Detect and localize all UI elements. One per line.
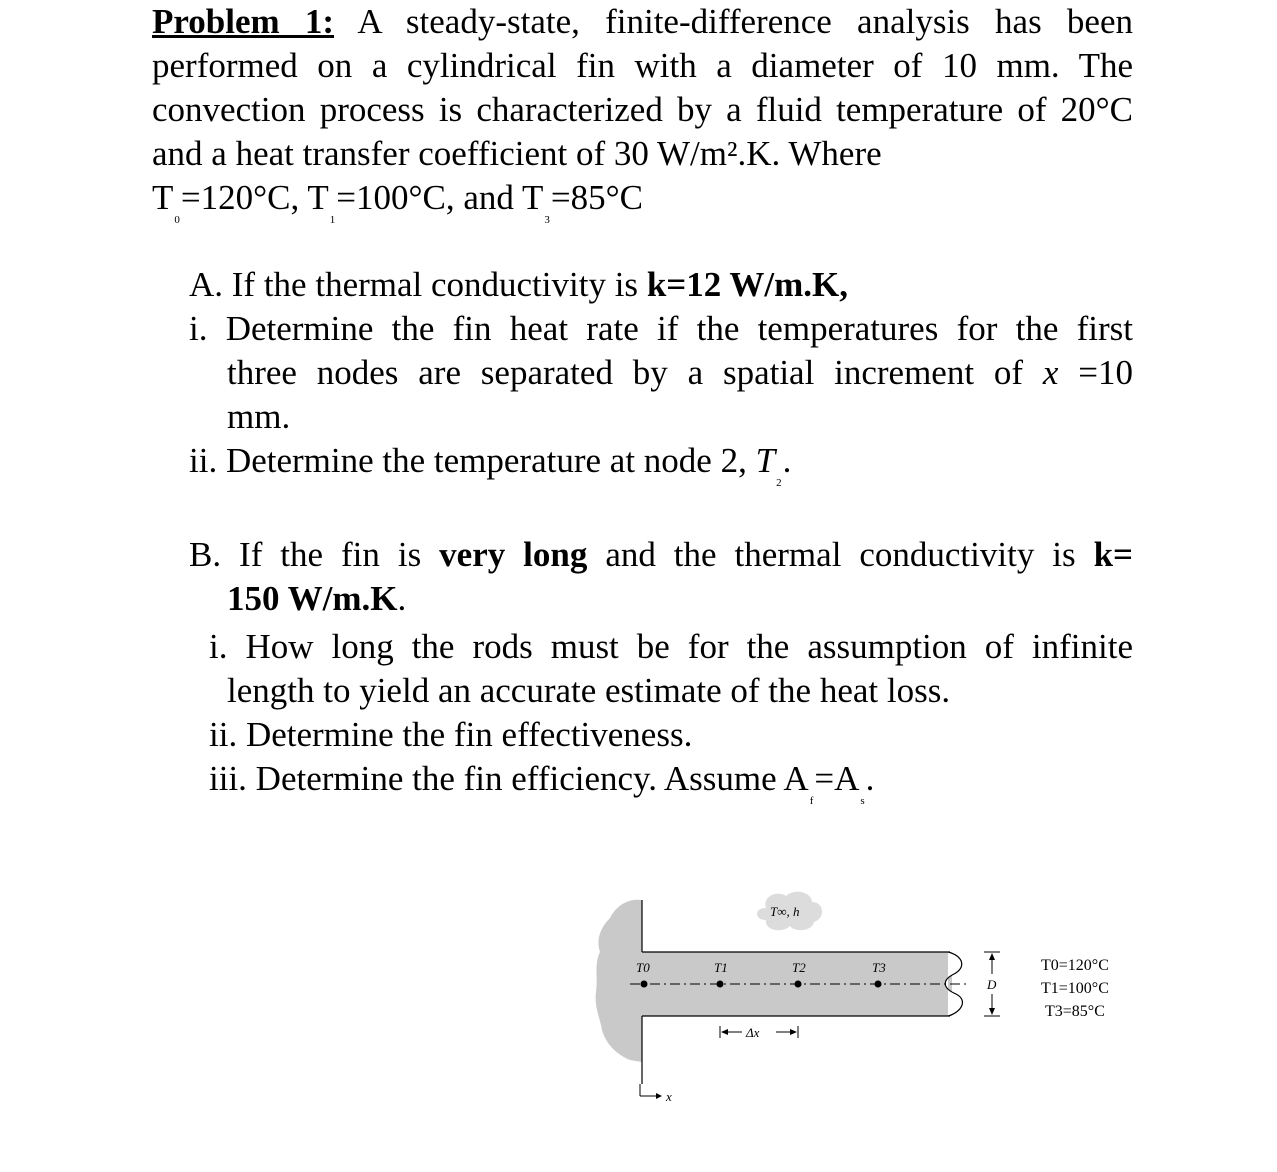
t0-subscript: 0: [174, 214, 180, 226]
d-arrowhead-top: [989, 953, 995, 960]
t3-value: =85°C: [550, 178, 643, 217]
legend-t3: T3=85°C: [1045, 1003, 1105, 1020]
part-a-item-ii: ii. Determine the temperature at node 2, $T_2$.: [189, 441, 792, 489]
t0-value: =120°C,: [180, 178, 300, 217]
node-3: [875, 981, 882, 988]
part-b-item-iii: iii. Determine the fin efficiency. Assume $A_f=A_s$.: [209, 759, 875, 807]
node-label-3: T3: [872, 960, 886, 975]
t1-symbol: T: [307, 178, 329, 217]
part-a: [189, 263, 1133, 491]
part-a-heading: A. If the thermal conductivity is k=12 W/m.K,: [189, 265, 848, 304]
legend-t0: T0=120°C: [1041, 957, 1109, 974]
problem-label: Problem 1:: [152, 2, 335, 41]
node-label-0: T0: [636, 960, 650, 975]
t3-symbol: T: [522, 178, 544, 217]
fin-diagram-svg: [590, 888, 1150, 1118]
node-1: [717, 981, 724, 988]
node-2: [795, 981, 802, 988]
dx-arrowhead-right: [790, 1029, 797, 1035]
increment-variable: x: [1042, 353, 1059, 392]
problem-statement: [152, 0, 1133, 228]
dx-label: Δx: [746, 1025, 760, 1040]
part-a-item-i-line1: i. Determine the fin heat rate if the temperatures for the first: [189, 309, 1133, 348]
problem-intro-text: A steady-state, finite-difference analysis has been performed on a cylindrical fin with a diameter of 10 mm. The convection process is characterized by a fluid temperature of 20°C and a heat transfer coefficient of 30 W/m².K. Where: [152, 2, 1133, 173]
node-label-1: T1: [714, 960, 728, 975]
part-b: [189, 533, 1133, 809]
part-b-heading-line1: B. If the fin is very long and the thermal conductivity is k=: [189, 535, 1134, 574]
part-a-item-i-line3: mm.: [227, 397, 291, 436]
t0-symbol: T: [152, 178, 174, 217]
base-wall: [596, 900, 642, 1062]
node-0: [641, 981, 648, 988]
part-b-item-ii: ii. Determine the fin effectiveness.: [209, 715, 693, 754]
d-arrowhead-bottom: [989, 1008, 995, 1015]
t2-variable: T: [755, 441, 776, 480]
part-a-conductivity: k=12 W/m.K,: [646, 265, 848, 304]
part-a-item-i-line2: three nodes are separated by a spatial increment of x =10: [227, 353, 1134, 392]
d-label: D: [987, 977, 997, 992]
very-long-emphasis: very long: [439, 535, 588, 574]
t3-subscript: 3: [544, 214, 550, 226]
dx-arrowhead-left: [721, 1029, 728, 1035]
t1-value: =100°C, and: [336, 178, 514, 217]
node-label-2: T2: [792, 960, 806, 975]
t1-subscript: 1: [329, 214, 336, 226]
x-axis-label: x: [666, 1089, 672, 1104]
x-axis-arrowhead: [656, 1093, 662, 1099]
boundary-conditions: [152, 176, 1133, 228]
fluid-label: T∞, h: [770, 904, 800, 919]
part-b-item-i-line2: length to yield an accurate estimate of the heat loss.: [227, 671, 951, 710]
part-b-heading-line2: 150 W/m.K.: [227, 579, 407, 618]
part-b-item-i-line1: i. How long the rods must be for the assumption of infinite: [209, 627, 1133, 666]
legend-t1: T1=100°C: [1041, 980, 1109, 997]
part-b-conductivity: 150 W/m.K: [227, 579, 398, 618]
fin-diagram: [590, 888, 1150, 1118]
